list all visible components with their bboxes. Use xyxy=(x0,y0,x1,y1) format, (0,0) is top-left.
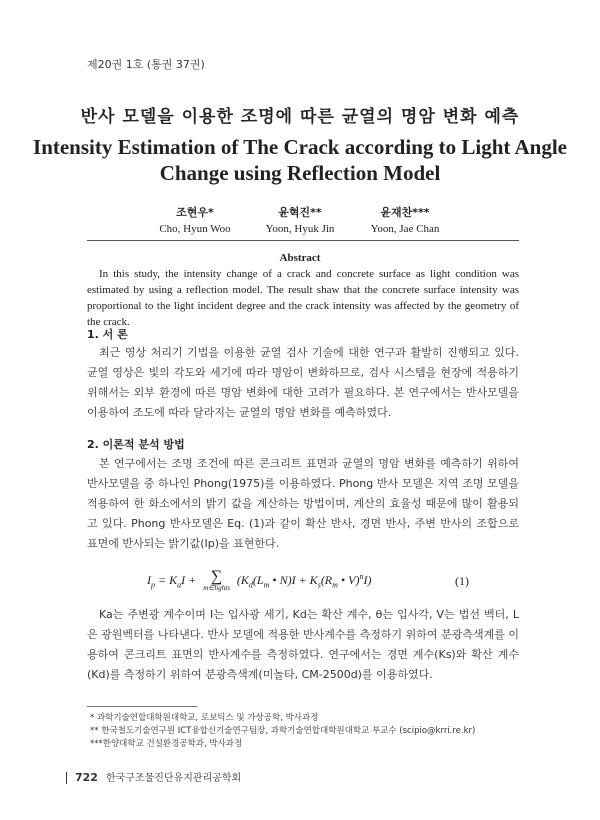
author-2-korean: 윤혁진** xyxy=(278,206,322,219)
english-title-line2: Change using Reflection Model xyxy=(159,161,441,185)
author-1 xyxy=(140,204,250,235)
abstract-text: In this study, the intensity change of a crack and concrete surface as light condition was estimated by using a reflection model. The result shaw that the concrete surface intensity was proportional to the light incident degree and the crack intensity was affected by the geometry of the crack. xyxy=(87,268,519,328)
author-2-english: Yoon, Hyuk Jin xyxy=(265,223,335,235)
author-3-korean: 윤재찬*** xyxy=(380,206,430,219)
english-title-line1: Intensity Estimation of The Crack according to Light Angle xyxy=(33,135,567,159)
page-number: 722 xyxy=(75,771,98,784)
author-1-korean: 조현우* xyxy=(176,206,214,219)
author-3-english: Yoon, Jae Chan xyxy=(370,223,440,235)
running-head: 제20권 1호 (통권 37권) xyxy=(87,58,205,71)
footer-bar xyxy=(66,772,67,784)
footnote-2: ** 한국철도기술연구원 ICT융합신기술연구팀장, 과학기술연합대학원대학교 부교수 (scipio@krri.re.kr) xyxy=(90,726,476,736)
author-2 xyxy=(245,204,355,235)
section-1-text: 최근 영상 처리기 기법을 이용한 균열 검사 기술에 대한 연구과 활발히 진행되고 있다. 균열 영상은 빛의 각도와 세기에 따라 명암이 변화하므로, 검사 시스템을 현장에 적용하기 위해서는 외부 환경에 따른 명암 변화에 대한 고려가 필요하다. 본 연구에서는 반사모델을 이용하여 조도에 따라 달라지는 균열의 명암 변화를 예측하였다. xyxy=(87,346,519,419)
footnote-divider xyxy=(87,706,197,707)
title-divider xyxy=(87,240,519,241)
author-1-english: Cho, Hyun Woo xyxy=(159,223,231,235)
section-2-text-2: Ka는 주변광 계수이며 I는 입사광 세기, Kd는 확산 계수, θ는 입사각, V는 법선 벡터, L은 광원벡터를 나타낸다. 반사 모델에 적용한 반사계수를 측정하기 위하여 분광측색계를 이용하여 콘크리트 표면의 반사계수를 측정하였다. 연구에서는 경면 계수(Ks)와 확산 계수(Kd)를 측정하기 위하여 분광측색계(미놀타, CM-2500d)를 이용하였다. xyxy=(87,608,519,681)
section-1-heading: 1. 서 론 xyxy=(87,328,128,341)
abstract-heading: Abstract xyxy=(279,252,321,264)
korean-title: 반사 모델을 이용한 조명에 따른 균열의 명암 변화 예측 xyxy=(80,107,520,127)
author-3 xyxy=(350,204,460,235)
section-2-heading: 2. 이론적 분석 방법 xyxy=(87,438,185,451)
english-title xyxy=(0,134,600,186)
equation-number: (1) xyxy=(455,574,469,588)
footnotes xyxy=(90,712,520,751)
equation-1 xyxy=(87,570,519,600)
footnote-1: * 과학기술연합대학원대학교, 로보틱스 및 가상공학, 박사과정 xyxy=(90,713,319,723)
phong-equation: $I_p = K_aI$ + ∑ m∈lights ($K_d(L_m$ • $N)I + K_s(R_m$ • V)$^n$I) xyxy=(147,568,372,592)
society-name: 한국구조물진단유지관리공학회 xyxy=(105,773,242,784)
section-2-text-1: 본 연구에서는 조명 조건에 따른 콘크리트 표면과 균열의 명암 변화를 예측하기 위하여 반사모델을 중 하나인 Phong(1975)를 이용하였다. Phong 반사 모델은 지역 조명 모델을 적용하여 한 화소에서의 밝기 값을 계산하는 방법이며, 계산의 효율성 때문에 많이 활용되고 있다. Phong 반사모델은 Eq. (1)과 같이 확산 반사, 경면 반사, 주변 반사의 조합으로 표면에 반사되는 밝기값(Ip)을 표현한다. xyxy=(87,457,519,550)
footnote-3: ***한양대학교 건설환경공학과, 박사과정 xyxy=(90,739,243,749)
page-footer xyxy=(66,769,241,784)
